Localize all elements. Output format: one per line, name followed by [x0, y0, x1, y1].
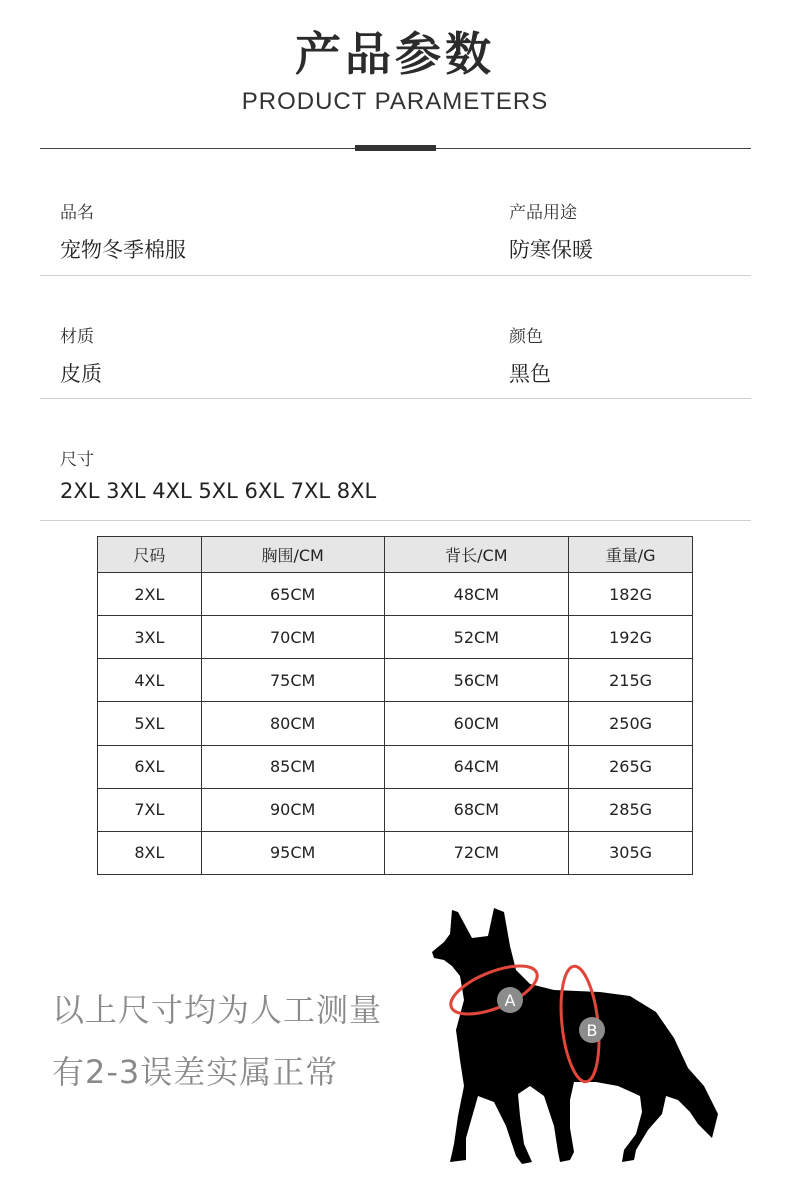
cell-size: 3XL	[98, 616, 202, 659]
cell-size: 8XL	[98, 831, 202, 874]
page-subtitle: PRODUCT PARAMETERS	[241, 88, 549, 115]
cell-weight: 265G	[569, 745, 693, 788]
table-row	[98, 616, 693, 659]
row-divider	[40, 275, 751, 276]
cell-back-length: 72CM	[384, 831, 569, 874]
title-divider-accent	[355, 145, 436, 151]
cell-weight: 285G	[569, 788, 693, 831]
size-label: 尺寸	[60, 450, 94, 470]
cell-weight: 305G	[569, 831, 693, 874]
cell-back-length: 56CM	[384, 659, 569, 702]
cell-chest: 90CM	[201, 788, 384, 831]
table-row	[98, 788, 693, 831]
cell-weight: 250G	[569, 702, 693, 745]
header-back-length: 背长/CM	[384, 537, 569, 573]
measurement-note-line2: 有2-3误差实属正常	[52, 1053, 339, 1091]
row-divider	[40, 520, 751, 521]
cell-chest: 75CM	[201, 659, 384, 702]
name-value: 宠物冬季棉服	[60, 238, 186, 262]
dog-silhouette	[432, 908, 718, 1164]
cell-weight: 215G	[569, 659, 693, 702]
size-value: 2XL 3XL 4XL 5XL 6XL 7XL 8XL	[60, 479, 377, 503]
color-value: 黑色	[509, 362, 551, 386]
cell-chest: 65CM	[201, 573, 384, 616]
cell-back-length: 48CM	[384, 573, 569, 616]
table-row	[98, 573, 693, 616]
table-row	[98, 831, 693, 874]
cell-weight: 182G	[569, 573, 693, 616]
cell-size: 6XL	[98, 745, 202, 788]
measurement-note-line1: 以上尺寸均为人工测量	[52, 991, 383, 1029]
material-label: 材质	[60, 327, 94, 347]
row-divider	[40, 398, 751, 399]
cell-back-length: 64CM	[384, 745, 569, 788]
page-title: 产品参数	[295, 27, 495, 81]
usage-label: 产品用途	[509, 203, 577, 223]
header-weight: 重量/G	[569, 537, 693, 573]
marker-b-label: B	[586, 1021, 598, 1040]
cell-chest: 70CM	[201, 616, 384, 659]
cell-chest: 80CM	[201, 702, 384, 745]
material-value: 皮质	[60, 362, 102, 386]
usage-value: 防寒保暖	[509, 238, 593, 262]
dog-measurement-diagram	[430, 900, 740, 1170]
cell-weight: 192G	[569, 616, 693, 659]
cell-back-length: 52CM	[384, 616, 569, 659]
marker-a-label: A	[504, 991, 516, 1010]
header-size: 尺码	[98, 537, 202, 573]
table-row	[98, 702, 693, 745]
cell-size: 2XL	[98, 573, 202, 616]
size-table	[97, 536, 693, 875]
cell-size: 5XL	[98, 702, 202, 745]
cell-chest: 95CM	[201, 831, 384, 874]
cell-back-length: 60CM	[384, 702, 569, 745]
cell-back-length: 68CM	[384, 788, 569, 831]
name-label: 品名	[60, 203, 94, 223]
cell-size: 4XL	[98, 659, 202, 702]
color-label: 颜色	[509, 327, 543, 347]
cell-chest: 85CM	[201, 745, 384, 788]
table-row	[98, 659, 693, 702]
header-chest: 胸围/CM	[201, 537, 384, 573]
table-row	[98, 745, 693, 788]
table-header-row	[98, 537, 693, 573]
cell-size: 7XL	[98, 788, 202, 831]
